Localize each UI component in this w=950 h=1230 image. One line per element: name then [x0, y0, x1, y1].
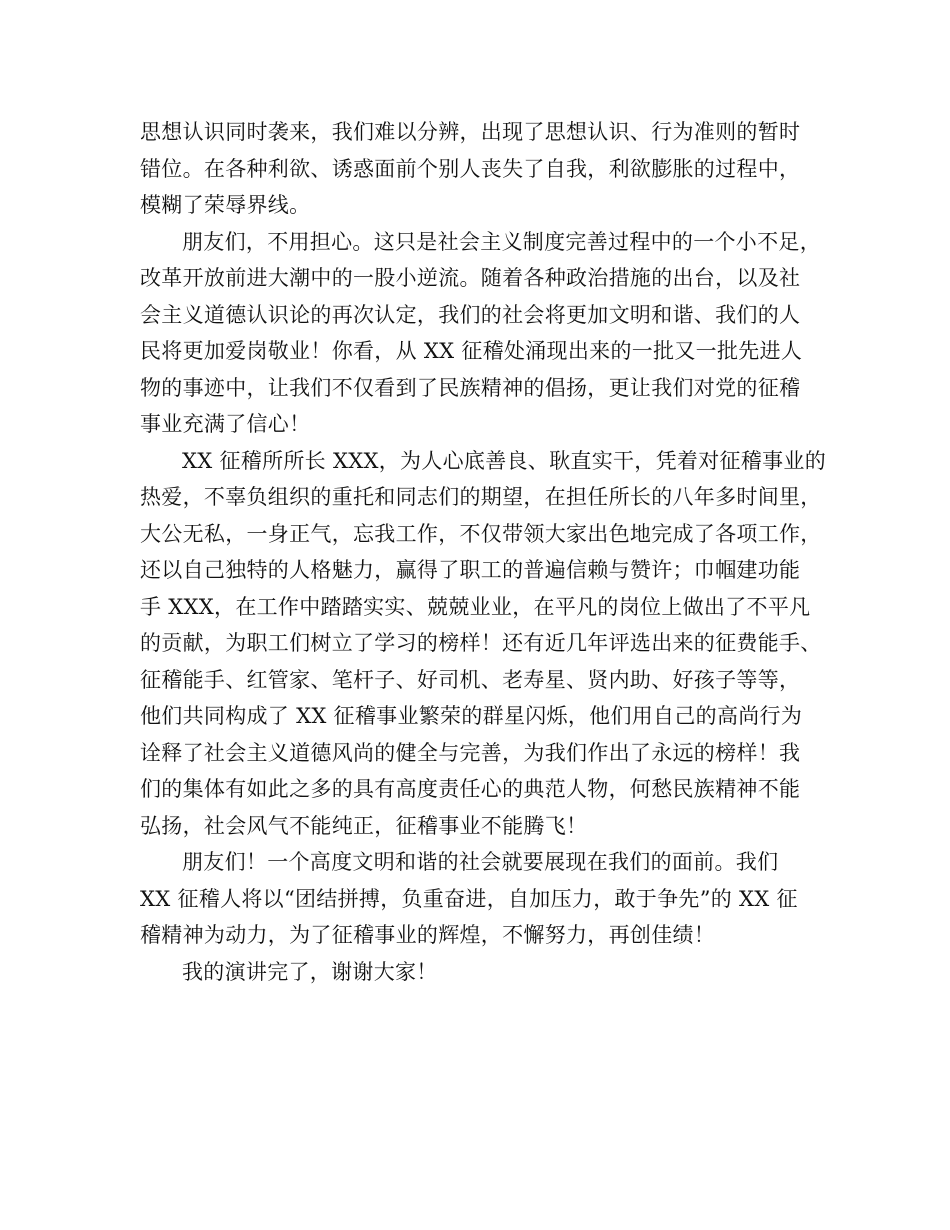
text-line: 手 XXX，在工作中踏踏实实、兢兢业业，在平凡的岗位上做出了不平凡: [140, 594, 811, 619]
paragraph-first-line: 我的演讲完了，谢谢大家！: [182, 959, 438, 984]
text-line: 模糊了荣辱界线。: [140, 193, 311, 217]
text-line: 弘扬，社会风气不能纯正，征稽事业不能腾飞！: [140, 813, 588, 838]
text-line: 思想认识同时袭来，我们难以分辨，出现了思想认识、行为准则的暂时: [140, 120, 801, 144]
text-line: 物的事迹中，让我们不仅看到了民族精神的倡扬，更让我们对党的征稽: [140, 375, 801, 400]
paragraph-first-line: 朋友们，不用担心。这只是社会主义制度完善过程中的一个小不足，: [182, 229, 821, 254]
text-line: 民将更加爱岗敬业！你看，从 XX 征稽处涌现出来的一批又一批先进人: [140, 339, 803, 363]
text-line: 们的集体有如此之多的具有高度责任心的典范人物，何愁民族精神不能: [140, 777, 801, 801]
text-line: 错位。在各种利欲、诱惑面前个别人丧失了自我，利欲膨胀的过程中，: [140, 156, 801, 181]
paragraph-first-line: XX 征稽所所长 XXX，为人心底善良、耿直实干，凭着对征稽事业的: [182, 448, 826, 473]
text-line: XX 征稽人将以“团结拼搏，负重奋进，自加压力，敢于争先”的 XX 征: [140, 886, 798, 911]
text-line: 稽精神为动力，为了征稽事业的辉煌，不懈努力，再创佳绩！: [140, 923, 716, 947]
text-line: 改革开放前进大潮中的一股小逆流。随着各种政治措施的出台，以及社: [140, 266, 801, 290]
paragraph-first-line: 朋友们！一个高度文明和谐的社会就要展现在我们的面前。我们: [182, 850, 779, 874]
text-line: 征稽能手、红管家、笔杆子、好司机、老寿星、贤内助、好孩子等等，: [140, 667, 801, 692]
text-line: 的贡献，为职工们树立了学习的榜样！还有近几年评选出来的征费能手、: [140, 631, 822, 655]
text-line: 还以自己独特的人格魅力，赢得了职工的普遍信赖与赞许；巾帼建功能: [140, 558, 801, 582]
text-line: 会主义道德认识论的再次认定，我们的社会将更加文明和谐、我们的人: [140, 302, 801, 327]
body-text: [140, 114, 826, 990]
text-line: 他们共同构成了 XX 征稽事业繁荣的群星闪烁，他们用自己的高尚行为: [140, 704, 803, 728]
text-line: 事业充满了信心！: [140, 412, 311, 436]
text-line: 大公无私，一身正气，忘我工作，不仅带领大家出色地完成了各项工作，: [140, 521, 822, 546]
text-line: 热爱，不辜负组织的重托和同志们的期望，在担任所长的八年多时间里，: [140, 485, 822, 509]
text-line: 诠释了社会主义道德风尚的健全与完善，为我们作出了永远的榜样！我: [140, 740, 801, 765]
